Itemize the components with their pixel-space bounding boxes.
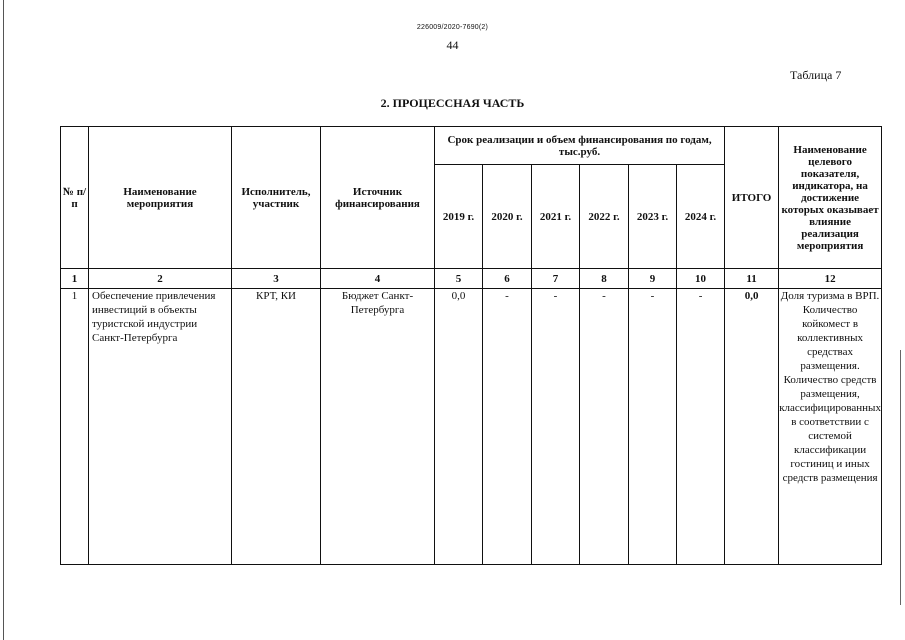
column-number-row <box>61 269 882 289</box>
cell-executor: КРТ, КИ <box>232 289 321 565</box>
col-header-indicator: Наименование целевого показателя, индикатора, на достижение которых оказывает влияние реализация мероприятия <box>779 127 882 269</box>
page-number: 44 <box>446 38 459 52</box>
cell-indicator: Доля туризма в ВРП. Количество койкомест в коллективных средствах размещения. Количество средств размещения, классифицированных в соответствии с системой классификации гостиниц и иных средств размещения <box>779 289 882 565</box>
cell-year-2024: - <box>677 289 725 565</box>
column-number: 3 <box>232 269 321 289</box>
cell-year-2021: - <box>532 289 580 565</box>
cell-year-2022: - <box>580 289 629 565</box>
col-header-name: Наименование мероприятия <box>89 127 232 269</box>
column-number: 1 <box>61 269 89 289</box>
table-row <box>61 289 882 565</box>
cell-total: 0,0 <box>725 289 779 565</box>
table-label: Таблица 7 <box>790 68 842 82</box>
col-header-year: 2024 г. <box>677 165 725 269</box>
column-number: 10 <box>677 269 725 289</box>
column-number: 4 <box>321 269 435 289</box>
column-number: 5 <box>435 269 483 289</box>
col-header-year: 2022 г. <box>580 165 629 269</box>
section-title: 2. ПРОЦЕССНАЯ ЧАСТЬ <box>380 96 525 110</box>
col-header-year: 2021 г. <box>532 165 580 269</box>
col-header-executor: Исполнитель, участник <box>232 127 321 269</box>
column-number: 11 <box>725 269 779 289</box>
column-number: 8 <box>580 269 629 289</box>
col-header-year: 2019 г. <box>435 165 483 269</box>
column-number: 6 <box>483 269 532 289</box>
cell-year-2023: - <box>629 289 677 565</box>
cell-source: Бюджет Санкт-Петербурга <box>321 289 435 565</box>
cell-num: 1 <box>61 289 89 565</box>
column-number: 7 <box>532 269 580 289</box>
col-header-year: 2020 г. <box>483 165 532 269</box>
document-code: 226009/2020-7690(2) <box>416 24 489 31</box>
scan-edge-right <box>900 350 901 605</box>
header-row-top <box>61 127 882 165</box>
col-header-num: № п/п <box>61 127 89 269</box>
column-number: 12 <box>779 269 882 289</box>
col-header-year: 2023 г. <box>629 165 677 269</box>
col-header-total: ИТОГО <box>725 127 779 269</box>
cell-year-2020: - <box>483 289 532 565</box>
cell-name: Обеспечение привлечения инвестиций в объекты туристской индустрии Санкт-Петербурга <box>89 289 232 565</box>
col-header-period-group: Срок реализации и объем финансирования по годам, тыс.руб. <box>435 127 725 165</box>
process-table <box>60 126 882 565</box>
cell-year-2019: 0,0 <box>435 289 483 565</box>
col-header-source: Источник финансирования <box>321 127 435 269</box>
column-number: 2 <box>89 269 232 289</box>
column-number: 9 <box>629 269 677 289</box>
